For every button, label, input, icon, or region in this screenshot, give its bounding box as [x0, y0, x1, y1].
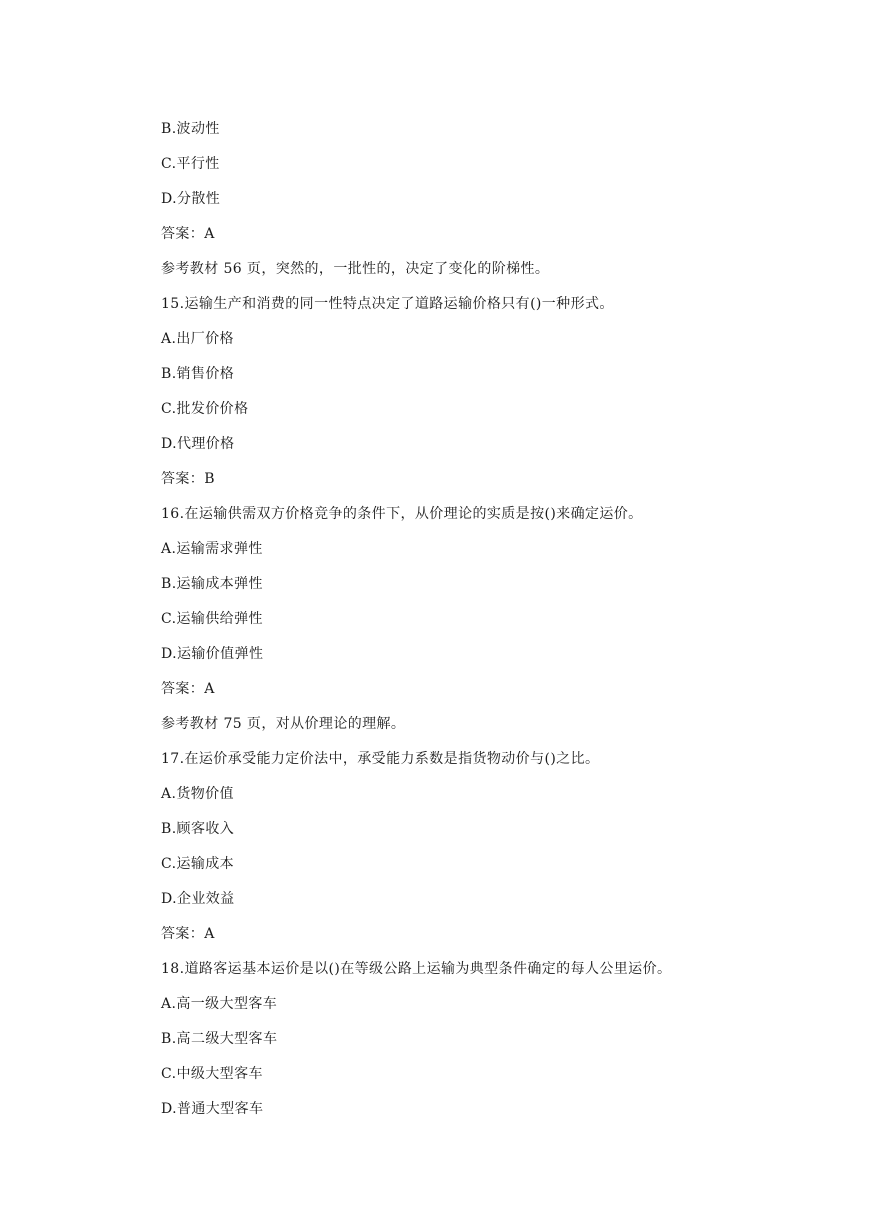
option-c-line: C.运输成本 — [161, 856, 235, 872]
reference-note: 参考教材 75 页，对从价理论的理解。 — [161, 716, 406, 732]
answer-line: 答案：A — [161, 926, 215, 942]
option-b-line: B.运输成本弹性 — [161, 576, 263, 592]
option-b-line: B.波动性 — [161, 121, 220, 137]
option-d-line: D.运输价值弹性 — [161, 646, 264, 662]
question-18: 18.道路客运基本运价是以()在等级公路上运输为典型条件确定的每人公里运价。 — [161, 961, 672, 977]
reference-note: 参考教材 56 页，突然的，一批性的，决定了变化的阶梯性。 — [161, 261, 550, 277]
answer-line: 答案：A — [161, 681, 215, 697]
answer-line: 答案：B — [161, 471, 215, 487]
option-d-line: D.代理价格 — [161, 436, 235, 452]
option-c-line: C.批发价价格 — [161, 401, 249, 417]
option-c-line: C.运输供给弹性 — [161, 611, 263, 627]
question-17: 17.在运价承受能力定价法中，承受能力系数是指货物动价与()之比。 — [161, 751, 600, 767]
option-c-line: C.中级大型客车 — [161, 1066, 263, 1082]
document-body — [161, 118, 671, 1133]
option-a-line: A.运输需求弹性 — [161, 541, 263, 557]
option-b-line: B.销售价格 — [161, 366, 235, 382]
option-d-line: D.普通大型客车 — [161, 1101, 264, 1117]
option-d-line: D.分散性 — [161, 191, 221, 207]
option-b-line: B.高二级大型客车 — [161, 1031, 278, 1047]
option-c-line: C.平行性 — [161, 156, 220, 172]
question-15: 15.运输生产和消费的同一性特点决定了道路运输价格只有()一种形式。 — [161, 296, 614, 312]
answer-line: 答案：A — [161, 226, 215, 242]
option-a-line: A.出厂价格 — [161, 331, 234, 347]
option-a-line: A.货物价值 — [161, 786, 234, 802]
option-a-line: A.高一级大型客车 — [161, 996, 278, 1012]
question-16: 16.在运输供需双方价格竞争的条件下，从价理论的实质是按()来确定运价。 — [161, 506, 643, 522]
option-b-line: B.顾客收入 — [161, 821, 235, 837]
option-d-line: D.企业效益 — [161, 891, 235, 907]
